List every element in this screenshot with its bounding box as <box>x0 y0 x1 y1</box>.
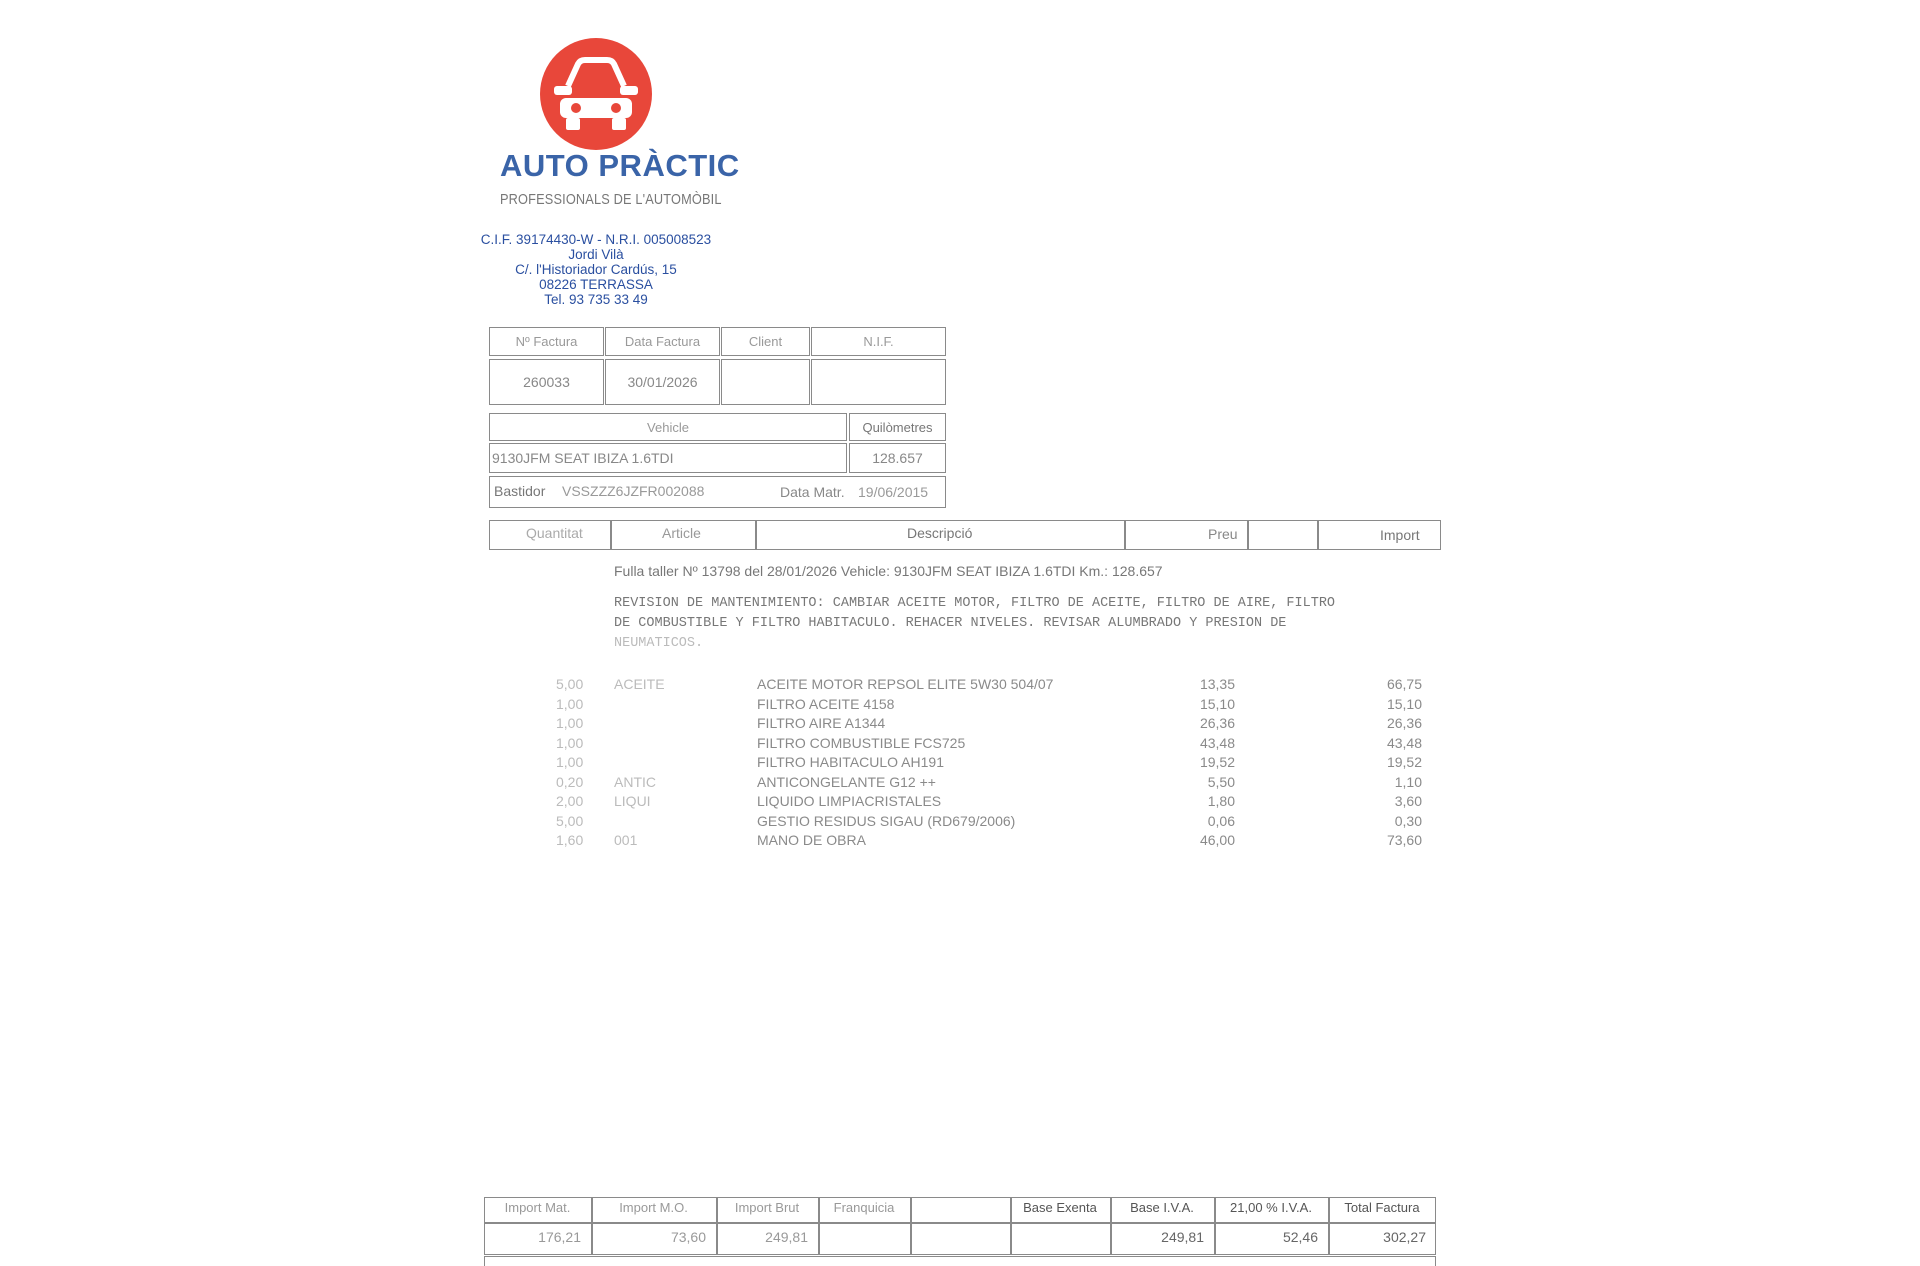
nif-label: N.I.F. <box>811 327 946 356</box>
invoice-date-label: Data Factura <box>605 327 720 356</box>
line-article: ANTIC <box>614 773 656 790</box>
company-city: 08226 TERRASSA <box>539 277 653 292</box>
line-amount: 3,60 <box>1394 793 1422 809</box>
line-description: FILTRO ACEITE 4158 <box>757 695 895 712</box>
client-label: Client <box>721 327 810 356</box>
company-owner: Jordi Vilà <box>568 247 624 262</box>
col-divider-4 <box>1247 520 1249 550</box>
totals-row-divider <box>484 1222 1436 1224</box>
col-article: Article <box>662 525 701 541</box>
data-matr-label: Data Matr. <box>780 484 845 500</box>
work-description-line-2: DE COMBUSTIBLE Y FILTRO HABITACULO. REHACER NIVELES. REVISAR ALUMBRADO Y PRESION DE <box>614 616 1287 631</box>
line-price: 0,06 <box>1207 812 1235 829</box>
line-article: 001 <box>614 832 638 848</box>
col-divider-5 <box>1317 520 1319 550</box>
invoice-number-value: 260033 <box>489 359 604 405</box>
line-amount: 73,60 <box>1386 832 1422 848</box>
totals-value-import-mo: 73,60 <box>670 1229 706 1245</box>
col-descripcio: Descripció <box>907 525 973 541</box>
totals-label-base-exenta: Base Exenta <box>1023 1200 1097 1215</box>
nif-value <box>811 359 946 405</box>
totals-label-import-mo: Import M.O. <box>619 1200 688 1215</box>
line-price: 5,50 <box>1207 773 1235 790</box>
totals-label-import-brut: Import Brut <box>734 1200 800 1215</box>
line-qty: 0,20 <box>556 773 584 790</box>
line-qty: 1,00 <box>556 715 584 731</box>
line-article: ACEITE <box>614 676 665 692</box>
line-price: 15,10 <box>1199 695 1235 712</box>
bastidor-value: VSSZZZ6JZFR002088 <box>562 483 705 499</box>
work-description-line-3: NEUMATICOS. <box>614 636 704 651</box>
totals-label-franquicia: Franquicia <box>833 1200 895 1215</box>
line-qty: 5,00 <box>556 676 584 692</box>
line-price: 43,48 <box>1199 734 1235 751</box>
totals-value-total: 302,27 <box>1383 1229 1426 1245</box>
company-street: C/. l'Historiador Cardús, 15 <box>515 262 677 277</box>
line-price: 46,00 <box>1199 832 1235 848</box>
order-reference: Fulla taller Nº 13798 del 28/01/2026 Vehicle: 9130JFM SEAT IBIZA 1.6TDI Km.: 128.657 <box>614 563 1163 579</box>
totals-value-import-brut: 249,81 <box>765 1229 808 1245</box>
col-import: Import <box>1380 527 1420 543</box>
col-divider-3 <box>1124 520 1126 550</box>
line-description: MANO DE OBRA <box>757 832 866 848</box>
line-price: 1,80 <box>1207 793 1235 809</box>
totals-label-iva: 21,00 % I.V.A. <box>1230 1200 1312 1215</box>
line-description: FILTRO HABITACULO AH191 <box>757 754 944 770</box>
invoice-number-label: Nº Factura <box>489 327 604 356</box>
bastidor-row <box>489 476 946 508</box>
line-amount: 15,10 <box>1386 695 1422 712</box>
line-price: 26,36 <box>1199 715 1235 731</box>
totals-value-iva: 52,46 <box>1282 1229 1318 1245</box>
line-article: LIQUI <box>614 793 651 809</box>
col-quantitat: Quantitat <box>526 525 583 541</box>
line-qty: 1,00 <box>556 695 584 712</box>
totals-label-base-iva: Base I.V.A. <box>1130 1200 1194 1215</box>
line-price: 19,52 <box>1199 754 1235 770</box>
company-name: AUTO PRÀCTIC <box>500 148 740 183</box>
totals-label-total: Total Factura <box>1344 1200 1420 1215</box>
company-tagline: PROFESSIONALS DE L'AUTOMÒBIL <box>500 191 722 208</box>
company-phone: Tel. 93 735 33 49 <box>544 292 648 307</box>
line-amount: 1,10 <box>1394 773 1422 790</box>
totals-value-base-iva: 249,81 <box>1161 1229 1204 1245</box>
line-qty: 2,00 <box>556 793 584 809</box>
line-qty: 1,00 <box>556 754 584 770</box>
line-amount: 26,36 <box>1386 715 1422 731</box>
col-divider-2 <box>755 520 757 550</box>
invoice-date-value: 30/01/2026 <box>605 359 720 405</box>
line-amount: 0,30 <box>1394 812 1422 829</box>
vehicle-value: 9130JFM SEAT IBIZA 1.6TDI <box>489 443 847 473</box>
line-amount: 66,75 <box>1386 676 1422 692</box>
line-description: FILTRO AIRE A1344 <box>757 715 886 731</box>
line-amount: 43,48 <box>1386 734 1422 751</box>
line-amount: 19,52 <box>1386 754 1422 770</box>
company-logo <box>538 36 654 152</box>
km-value: 128.657 <box>849 443 946 473</box>
line-description: ANTICONGELANTE G12 ++ <box>757 773 936 790</box>
totals-label-import-mat: Import Mat. <box>504 1200 571 1215</box>
data-matr-value: 19/06/2015 <box>858 484 929 500</box>
totals-col-divider <box>910 1197 912 1255</box>
work-description-line-1: REVISION DE MANTENIMIENTO: CAMBIAR ACEITE MOTOR, FILTRO DE ACEITE, FILTRO DE AIRE, FILTRO <box>614 596 1336 611</box>
client-value <box>721 359 810 405</box>
km-label: Quilòmetres <box>849 413 946 441</box>
car-logo-icon <box>538 36 654 152</box>
col-divider-1 <box>610 520 612 550</box>
line-qty: 1,00 <box>556 734 584 751</box>
bastidor-label: Bastidor <box>494 483 546 499</box>
line-description: LIQUIDO LIMPIACRISTALES <box>757 793 942 809</box>
line-qty: 1,60 <box>556 832 584 848</box>
totals-value-import-mat: 176,21 <box>538 1229 581 1245</box>
line-description: ACEITE MOTOR REPSOL ELITE 5W30 504/07 <box>757 676 1054 692</box>
col-preu: Preu <box>1208 526 1238 542</box>
vehicle-label: Vehicle <box>489 413 847 441</box>
line-description: FILTRO COMBUSTIBLE FCS725 <box>757 734 966 751</box>
line-description: GESTIO RESIDUS SIGAU (RD679/2006) <box>757 812 1016 829</box>
company-cif: C.I.F. 39174430-W - N.R.I. 005008523 <box>480 232 712 247</box>
line-qty: 5,00 <box>556 812 584 829</box>
line-price: 13,35 <box>1199 676 1235 692</box>
footer-box <box>484 1256 1436 1266</box>
